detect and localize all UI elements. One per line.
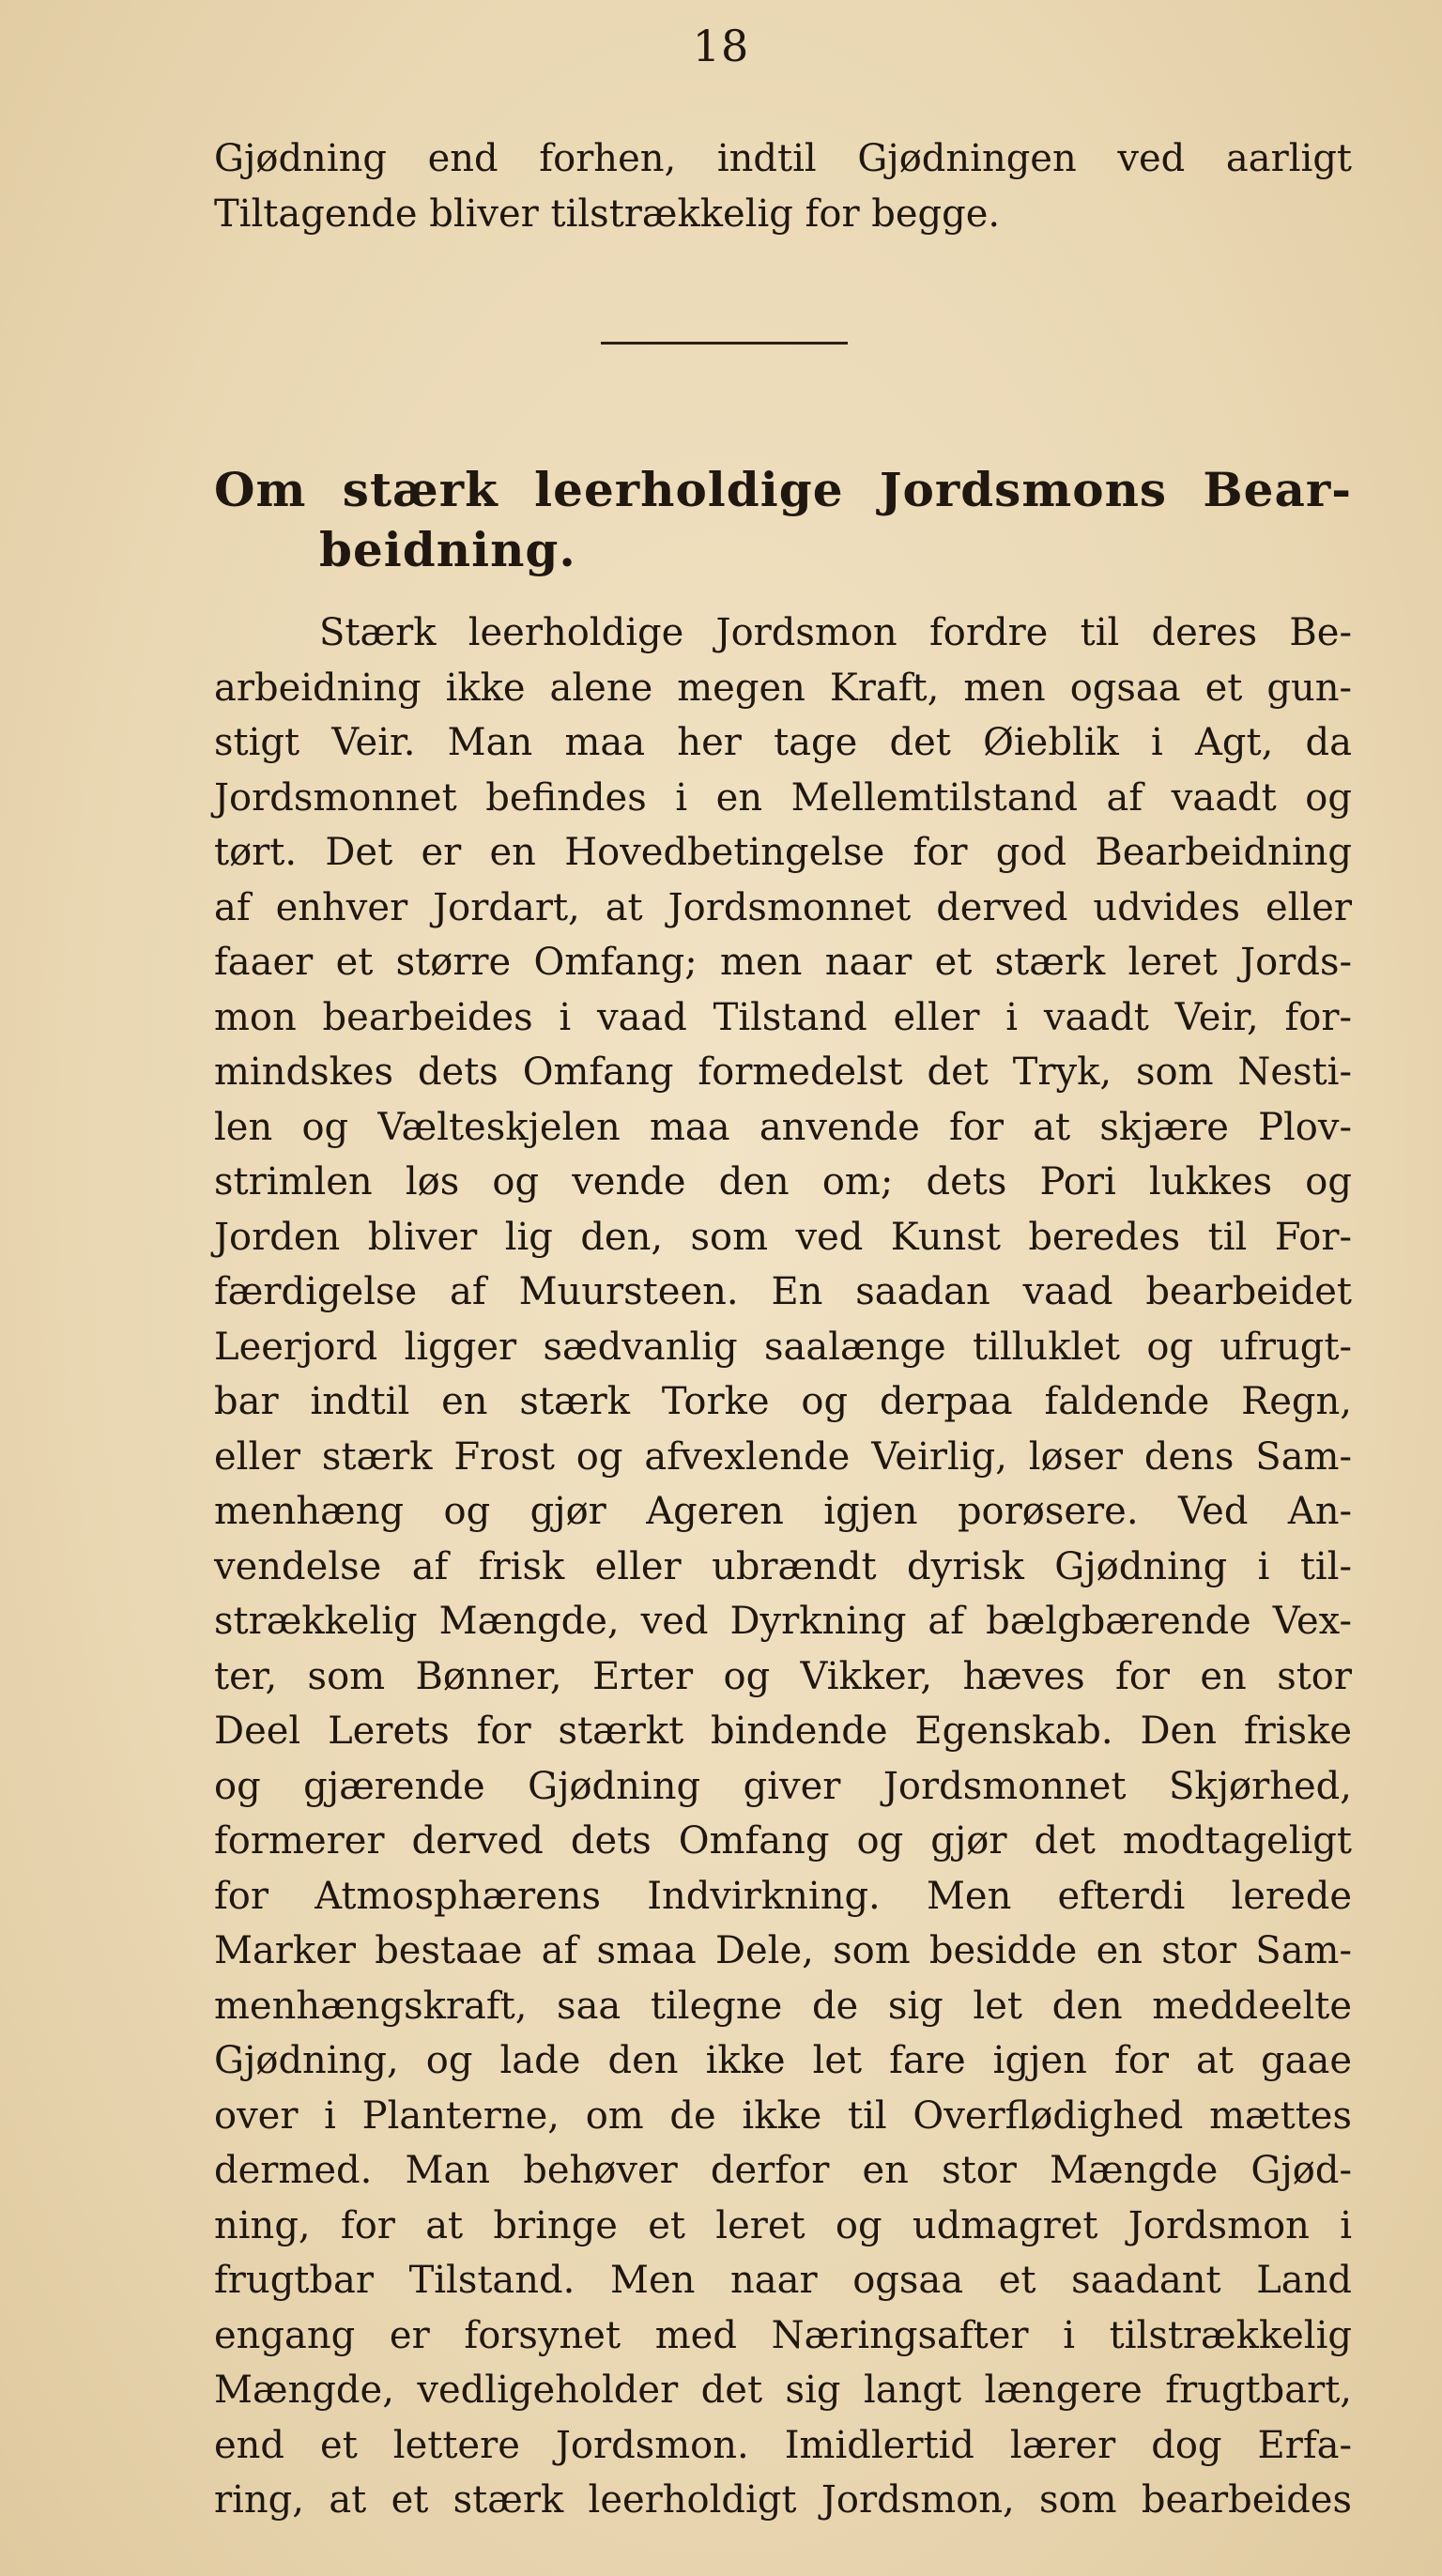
text-line: over i Planterne, om de ikke til Overflødighed mættes xyxy=(214,2093,1352,2138)
section-divider xyxy=(601,342,848,345)
text-line: Stærk leerholdige Jordsmon fordre til deres Be- xyxy=(319,611,1352,654)
text-line: mon bearbeides i vaad Tilstand eller i vaadt Veir, for- xyxy=(214,995,1352,1039)
text-line: len og Vælteskjelen maa anvende for at skjære Plov- xyxy=(214,1105,1352,1149)
text-line: faaer et større Omfang; men naar et stærk leret Jords- xyxy=(214,941,1352,984)
text-line: formerer derved dets Omfang og gjør det modtageligt xyxy=(214,1819,1352,1863)
section-heading xyxy=(214,460,1352,580)
heading-line: Om stærk leerholdige Jordsmons Bear- xyxy=(214,462,1352,517)
text-line: stigt Veir. Man maa her tage det Øieblik i Agt, da xyxy=(214,721,1352,764)
text-line: bar indtil en stærk Torke og derpaa faldende Regn, xyxy=(214,1380,1352,1423)
text-line: Jordsmonnet befindes i en Mellemtilstand af vaadt og xyxy=(214,775,1352,820)
text-line: frugtbar Tilstand. Men naar ogsaa et saadant Land xyxy=(214,2259,1352,2302)
text-line: strimlen løs og vende den om; dets Pori lukkes og xyxy=(214,1160,1352,1204)
text-line: end et lettere Jordsmon. Imidlertid lærer dog Erfa- xyxy=(214,2423,1352,2467)
text-line: af enhver Jordart, at Jordsmonnet derved udvides eller xyxy=(214,885,1352,929)
text-line: tørt. Det er en Hovedbetingelse for god Bearbeidning xyxy=(214,831,1352,874)
text-line: Mængde, vedligeholder det sig langt længere frugtbart, xyxy=(214,2369,1352,2412)
heading-line: beidning. xyxy=(319,522,576,577)
text-line: Tiltagende bliver tilstrækkelig for begge. xyxy=(214,192,1001,236)
text-line: dermed. Man behøver derfor en stor Mængde Gjød- xyxy=(214,2149,1352,2192)
text-line: Marker bestaae af smaa Dele, som besidde en stor Sam- xyxy=(214,1929,1352,1972)
text-line: Gjødning, og lade den ikke let fare igjen for at gaae xyxy=(214,2039,1352,2082)
text-line: Leerjord ligger sædvanlig saalænge tilluklet og ufrugt- xyxy=(214,1325,1352,1369)
text-line: eller stærk Frost og afvexlende Veirlig, løser dens Sam- xyxy=(214,1434,1352,1479)
text-line: strækkelig Mængde, ved Dyrkning af bælgbærende Vex- xyxy=(214,1600,1352,1643)
body-paragraph xyxy=(214,606,1352,2528)
text-line: vendelse af frisk eller ubrændt dyrisk Gjødning i til- xyxy=(214,1544,1352,1588)
text-line: og gjærende Gjødning giver Jordsmonnet Skjørhed, xyxy=(214,1764,1352,1808)
page-number: 18 xyxy=(692,21,750,71)
text-line: menhæng og gjør Ageren igjen porøsere. Ved An- xyxy=(214,1490,1352,1533)
text-line: for Atmosphærens Indvirkning. Men efterdi lerede xyxy=(214,1874,1352,1918)
text-line: mindskes dets Omfang formedelst det Tryk, som Nesti- xyxy=(214,1050,1352,1094)
text-line: menhængskraft, saa tilegne de sig let den meddeelte xyxy=(214,1984,1352,2028)
text-line: færdigelse af Muursteen. En saadan vaad bearbeidet xyxy=(214,1270,1352,1313)
text-line: Deel Lerets for stærkt bindende Egenskab. Den friske xyxy=(214,1710,1352,1753)
text-line: engang er forsynet med Næringsafter i tilstrækkelig xyxy=(214,2313,1352,2357)
text-line: ter, som Bønner, Erter og Vikker, hæves for en stor xyxy=(214,1654,1352,1698)
text-line: ning, for at bringe et leret og udmagret Jordsmon i xyxy=(214,2203,1352,2247)
text-line: ring, at et stærk leerholdigt Jordsmon, som bearbeides xyxy=(214,2478,1352,2522)
text-line: arbeidning ikke alene megen Kraft, men ogsaa et gun- xyxy=(214,666,1352,710)
text-line: Gjødning end forhen, indtil Gjødningen ved aarligt xyxy=(214,137,1352,180)
intro-paragraph xyxy=(214,131,1352,241)
text-line: Jorden bliver lig den, som ved Kunst beredes til For- xyxy=(214,1215,1352,1259)
